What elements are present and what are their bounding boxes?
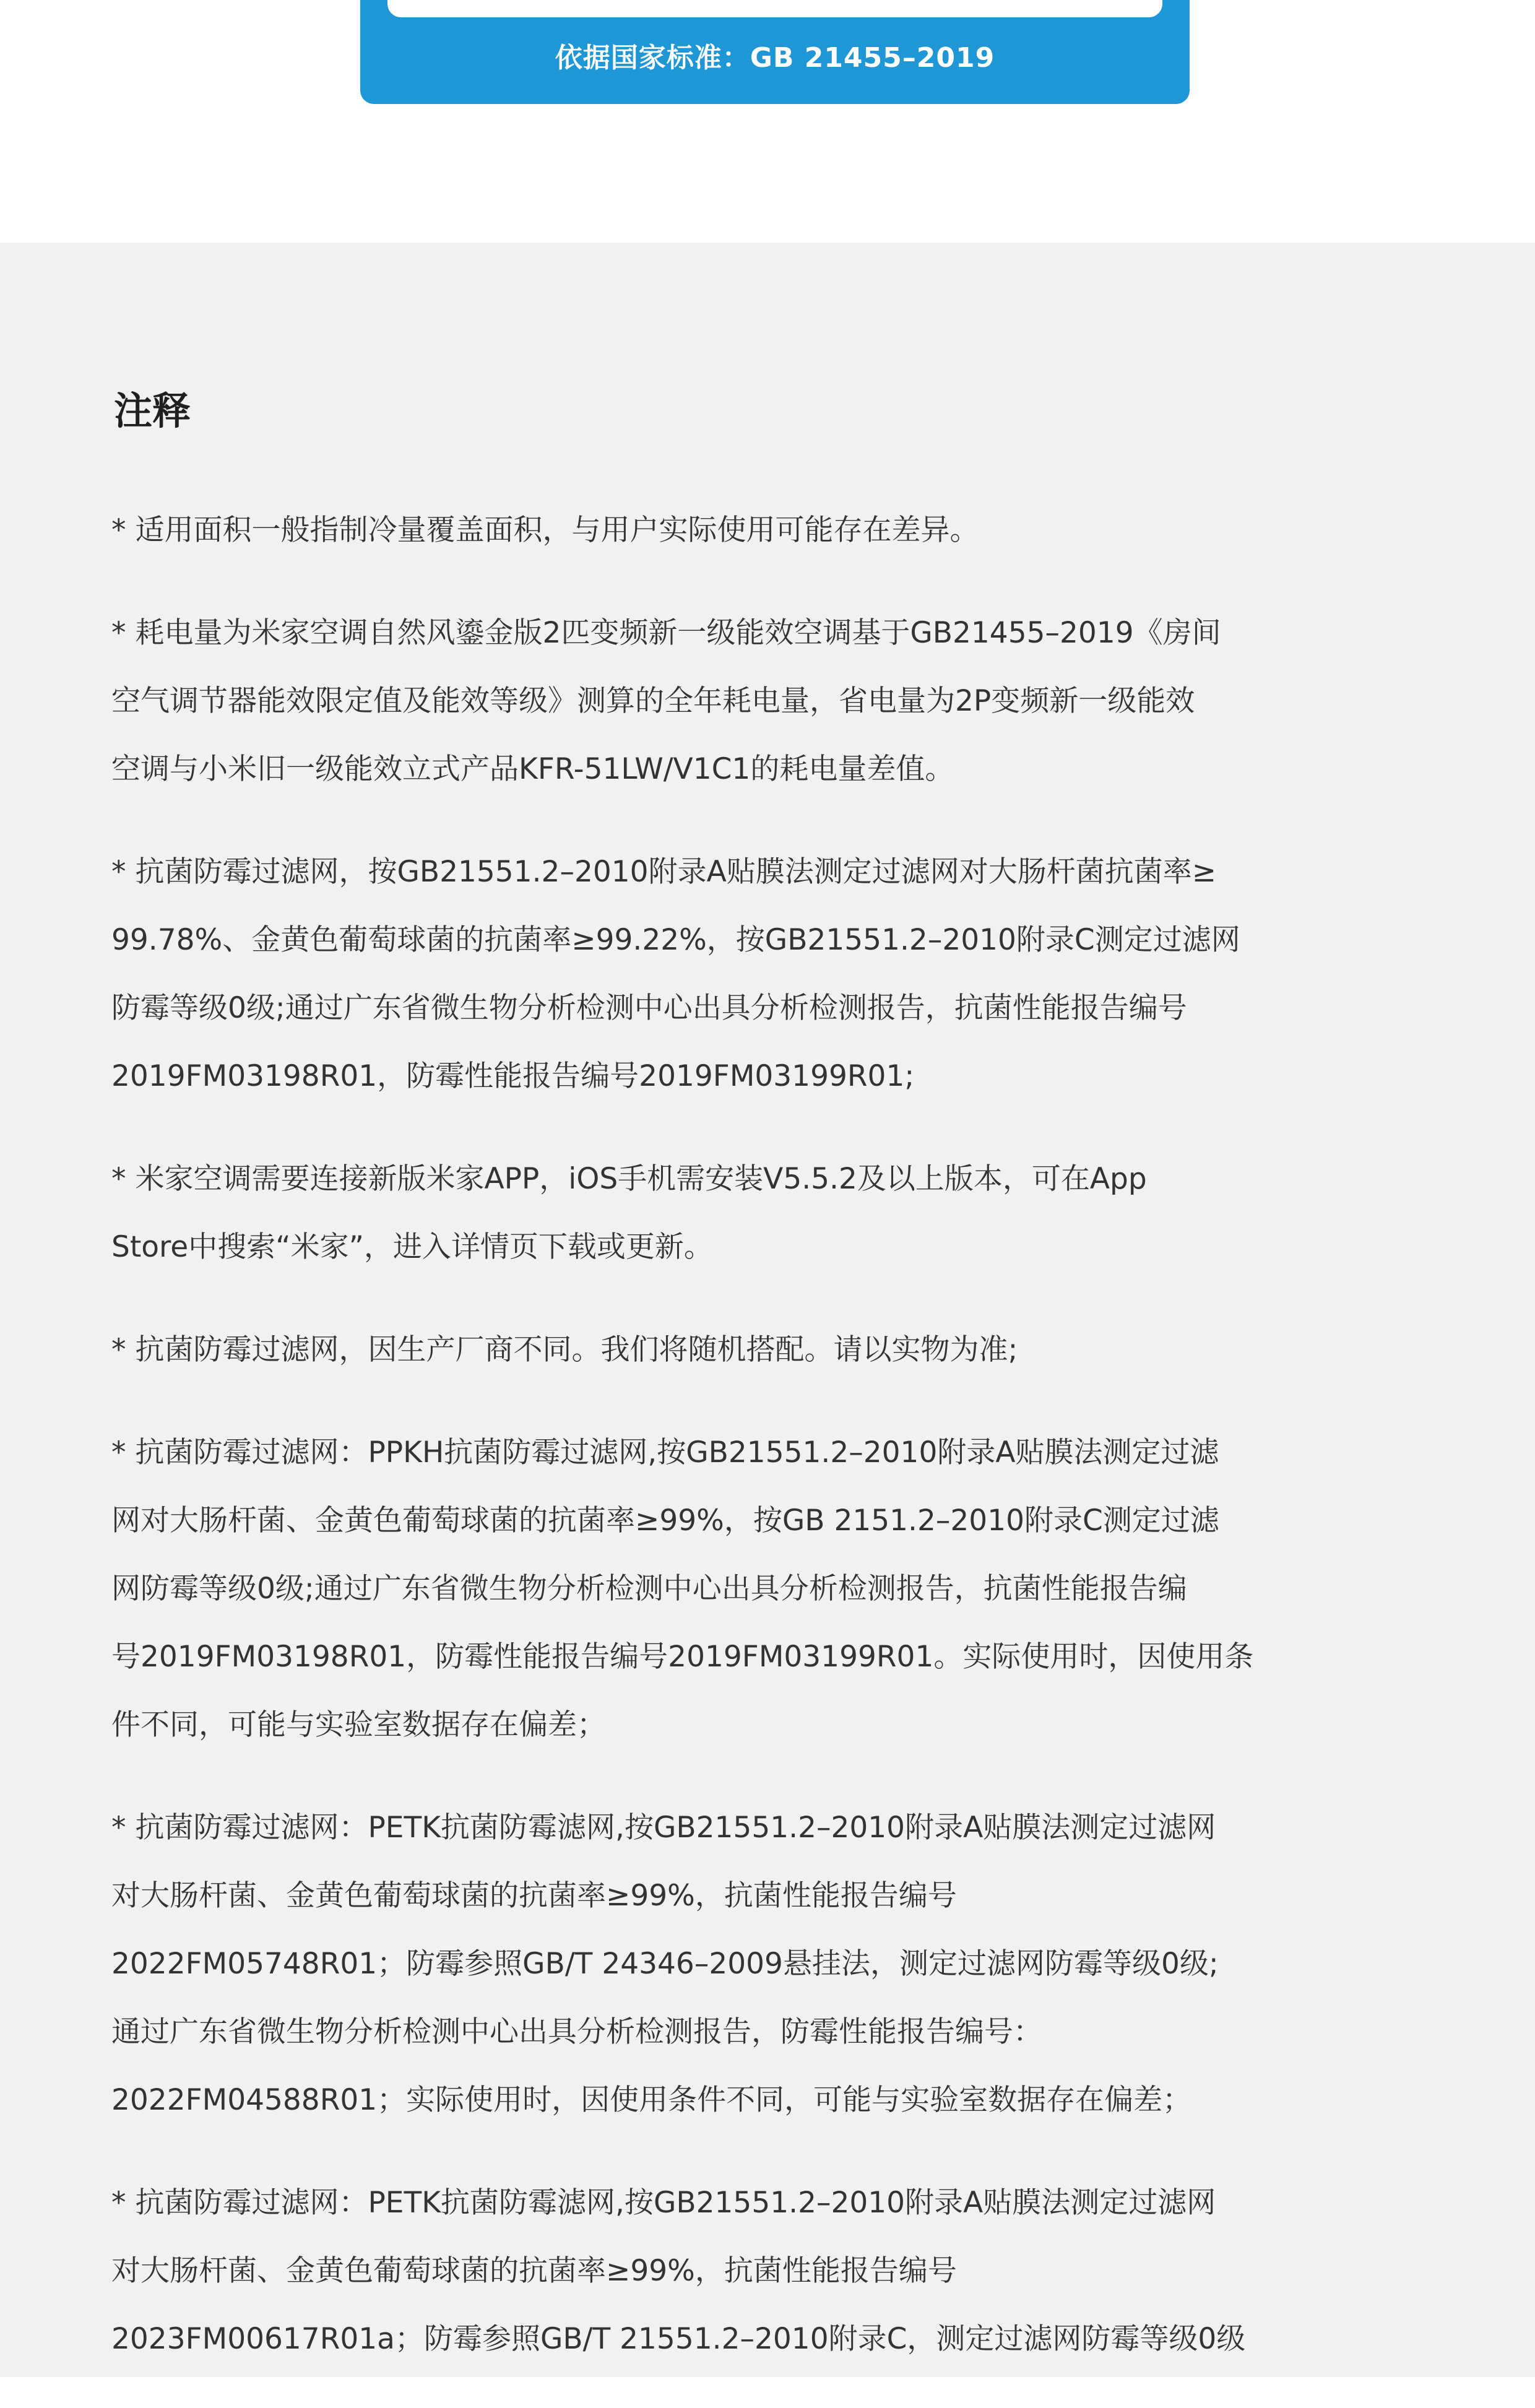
notes-title: 注释 bbox=[114, 388, 191, 433]
notes-section bbox=[0, 243, 1535, 2377]
energy-label-section bbox=[0, 0, 1535, 243]
note-item-power-consumption: * 耗电量为米家空调自然风鎏金版2匹变频新一级能效空调基于GB21455–2019《房间 空气调节器能效限定值及能效等级》测算的全年耗电量，省电量为2P变频新一级能效 空调与小米旧一级能效立式产品KFR-51LW/V1C1的耗电量差值。 bbox=[111, 616, 1221, 786]
energy-label-banner bbox=[360, 0, 1190, 104]
note-item-mijia-app: * 米家空调需要连接新版米家APP，iOS手机需安装V5.5.2及以上版本，可在App Store中搜索“米家”，进入详情页下载或更新。 bbox=[111, 1162, 1147, 1264]
notes-list bbox=[111, 496, 1386, 2408]
note-item-petk-filter-2022: * 抗菌防霉过滤网：PETK抗菌防霉滤网,按GB21551.2–2010附录A贴膜法测定过滤网 对大肠杆菌、金黄色葡萄球菌的抗菌率≥99%，抗菌性能报告编号 2022FM05748R01；防霉参照GB/T 24346–2009悬挂法，测定过滤网防霉等级0级; 通过广东省微生物分析检测中心出具分析检测报告，防霉性能报告编号： 2022FM04588R01；实际使用时，因使用条件不同，可能与实验室数据存在偏差； bbox=[111, 1811, 1219, 2117]
note-item-ppkh-filter: * 抗菌防霉过滤网：PPKH抗菌防霉过滤网,按GB21551.2–2010附录A贴膜法测定过滤 网对大肠杆菌、金黄色葡萄球菌的抗菌率≥99%，按GB 2151.2–2010附录C测定过滤 网防霉等级0级;通过广东省微生物分析检测中心出具分析检测报告，抗菌性能报告编 号2019FM03198R01，防霉性能报告编号2019FM03199R01。实际使用时，因使用条 件不同，可能与实验室数据存在偏差； bbox=[111, 1436, 1254, 1742]
energy-label-panel bbox=[387, 0, 1162, 17]
national-standard-text: 依据国家标准：GB 21455–2019 bbox=[555, 42, 995, 74]
note-item-antibacterial-filter: * 抗菌防霉过滤网，按GB21551.2–2010附录A贴膜法测定过滤网对大肠杆菌抗菌率≥ 99.78%、金黄色葡萄球菌的抗菌率≥99.22%，按GB21551.2–2010附录C测定过滤网 防霉等级0级;通过广东省微生物分析检测中心出具分析检测报告，抗菌性能报告编号 2019FM03198R01，防霉性能报告编号2019FM03199R01; bbox=[111, 855, 1240, 1093]
note-item-area: * 适用面积一般指制冷量覆盖面积，与用户实际使用可能存在差异。 bbox=[111, 513, 979, 547]
note-item-filter-random: * 抗菌防霉过滤网，因生产厂商不同。我们将随机搭配。请以实物为准; bbox=[111, 1333, 1018, 1367]
note-item-petk-filter-2023: * 抗菌防霉过滤网：PETK抗菌防霉滤网,按GB21551.2–2010附录A贴膜法测定过滤网 对大肠杆菌、金黄色葡萄球菌的抗菌率≥99%，抗菌性能报告编号 2023FM00617R01a；防霉参照GB/T 21551.2–2010附录C，测定过滤网防霉等级0级 bbox=[111, 2186, 1246, 2356]
